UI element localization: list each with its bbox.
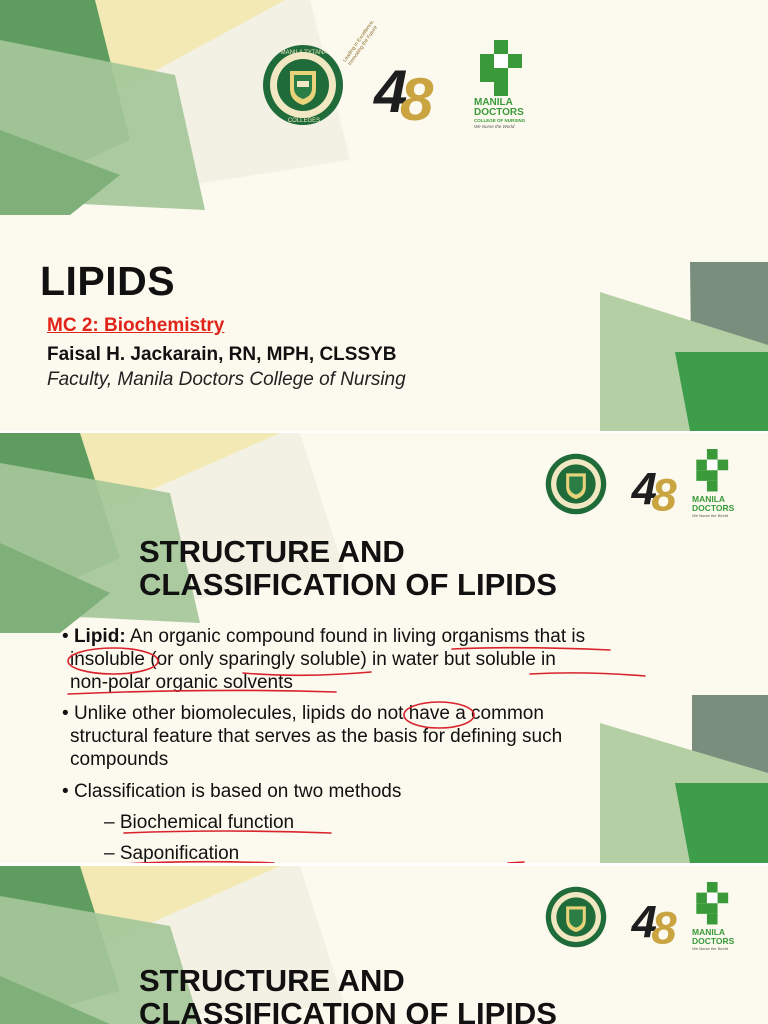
svg-text:8: 8 xyxy=(400,66,434,130)
slide-title: LIPIDS xyxy=(40,258,176,304)
manila-doctors-name: MANILA DOCTORS We Nurse the World xyxy=(692,927,735,951)
slide-title: STRUCTURE AND CLASSIFICATION OF LIPIDS xyxy=(139,963,557,1024)
author-name: Faisal H. Jackarain, RN, MPH, CLSSYB xyxy=(47,344,397,365)
manila-doctors-cross-logo xyxy=(690,882,736,931)
sub-bullet-biochemical-function: – Biochemical function xyxy=(104,812,295,833)
svg-text:8: 8 xyxy=(651,902,677,952)
manila-doctors-cross-logo xyxy=(472,40,532,103)
author-faculty: Faculty, Manila Doctors College of Nursing xyxy=(47,369,406,390)
sub-bullet-saponification: – Saponification xyxy=(104,843,240,863)
bullet-classification: • Classification is based on two methods xyxy=(62,781,402,802)
content-slide-repeat xyxy=(0,866,768,1024)
manila-doctors-name: MANILA DOCTORS COLLEGE OF NURSING We Nurse the World xyxy=(474,97,526,129)
content-slide xyxy=(0,433,768,863)
svg-text:4: 4 xyxy=(374,58,408,125)
manila-tytana-seal-logo xyxy=(545,886,607,948)
anniversary-48-logo xyxy=(615,890,687,957)
svg-text:4: 4 xyxy=(631,896,657,948)
course-name: MC 2: Biochemistry xyxy=(47,315,225,336)
bullet-lipid-definition: • Lipid: An organic compound found in living organisms that is insoluble (or only sparingly soluble) in water but soluble in non-polar organic solvents xyxy=(62,626,586,693)
anniversary-48-logo xyxy=(352,50,447,135)
anniversary-tagline: Leading in Excellence, Innovating the Future xyxy=(342,19,379,67)
slide-title: STRUCTURE AND CLASSIFICATION OF LIPIDS xyxy=(139,534,557,602)
manila-doctors-name: MANILA DOCTORS We Nurse the World xyxy=(692,494,735,518)
svg-text:4: 4 xyxy=(631,463,657,515)
seal-text-bottom: COLLEGES xyxy=(287,118,321,124)
svg-text:8: 8 xyxy=(651,469,677,519)
bullet-no-common-structure: • Unlike other biomolecules, lipids do not have a common structural feature that serves as the basis for defining such compounds xyxy=(62,703,563,770)
manila-tytana-seal-logo xyxy=(262,44,344,126)
handwritten-annotations xyxy=(0,433,768,863)
seal-text: MANILA TYTANA xyxy=(280,50,328,56)
title-slide xyxy=(0,0,768,431)
